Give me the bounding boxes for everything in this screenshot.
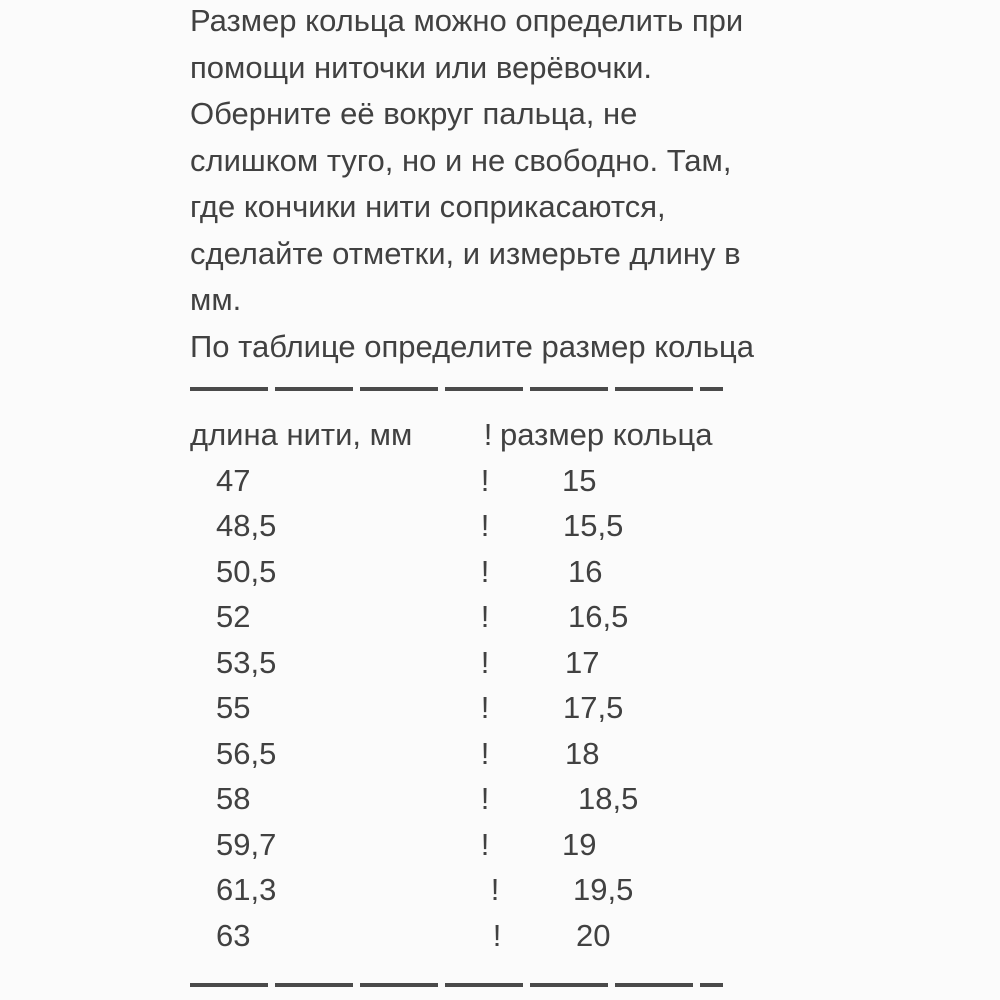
cell-size: 16,5 [568,599,629,634]
cell-size: 18 [565,735,600,771]
cell-length: 55 [216,690,251,725]
table-header-row [190,412,810,458]
cell-size: 20 [576,917,611,953]
cell-size: 15 [562,462,597,498]
bottom-divider-line [190,983,723,987]
cell-size: 19 [562,826,597,862]
separator-cell [470,412,500,458]
separator-glyph: ! [480,690,490,725]
column-header-size: размер кольца [500,417,713,452]
intro-line: слишком туго, но и не свободно. Там, [190,142,732,178]
table-row [190,640,810,686]
separator-glyph: ! [480,735,490,771]
cell-size: 17,5 [563,690,624,725]
intro-paragraph [190,0,810,370]
cell-length: 52 [216,599,251,634]
separator-glyph: ! [480,826,490,862]
separator-cell [470,913,500,959]
separator-cell [470,458,500,504]
table-row [190,867,810,913]
separator-glyph: ! [480,644,490,680]
cell-length: 53,5 [216,644,277,680]
separator-cell [470,731,500,777]
table-row [190,503,810,549]
cell-size: 19,5 [573,872,634,907]
intro-line: По таблице определите размер кольца [190,328,754,364]
separator-glyph: ! [480,508,490,543]
intro-line: Размер кольца можно определить при [190,3,744,38]
cell-length: 48,5 [216,508,277,543]
separator-cell [470,867,500,913]
separator-cell [470,549,500,595]
ring-size-table [190,412,810,958]
separator-glyph: ! [492,917,502,953]
separator-glyph: ! [480,781,490,816]
separator-glyph: ! [490,872,500,907]
top-divider-line [190,387,723,391]
separator-glyph: ! [480,462,490,498]
cell-size: 15,5 [563,508,624,543]
separator-glyph: ! [480,599,490,634]
separator-glyph: ! [480,553,490,589]
intro-line: сделайте отметки, и измерьте длину в [190,235,741,271]
table-row [190,822,810,868]
cell-length: 50,5 [216,553,277,589]
separator-cell [470,640,500,686]
separator-glyph: ! [483,417,493,452]
cell-size: 17 [565,644,600,680]
intro-line: Оберните её вокруг пальца, не [190,96,638,131]
separator-cell [470,776,500,822]
cell-length: 63 [216,917,251,953]
table-row [190,685,810,731]
table-row [190,594,810,640]
intro-line: где кончики нити соприкасаются, [190,189,666,224]
column-header-length: длина нити, мм [190,417,413,452]
cell-size: 18,5 [578,781,639,816]
table-row [190,549,810,595]
intro-line: мм. [190,282,242,317]
cell-length: 59,7 [216,826,277,862]
separator-cell [470,685,500,731]
document-sheet [190,0,810,987]
table-row [190,731,810,777]
cell-size: 16 [568,553,603,589]
cell-length: 61,3 [216,872,277,907]
separator-cell [470,822,500,868]
cell-length: 56,5 [216,735,277,771]
table-row [190,913,810,959]
separator-cell [470,503,500,549]
intro-line: помощи ниточки или верёвочки. [190,49,653,85]
cell-length: 58 [216,781,251,816]
cell-length: 47 [216,462,251,498]
table-row [190,776,810,822]
table-row [190,458,810,504]
separator-cell [470,594,500,640]
